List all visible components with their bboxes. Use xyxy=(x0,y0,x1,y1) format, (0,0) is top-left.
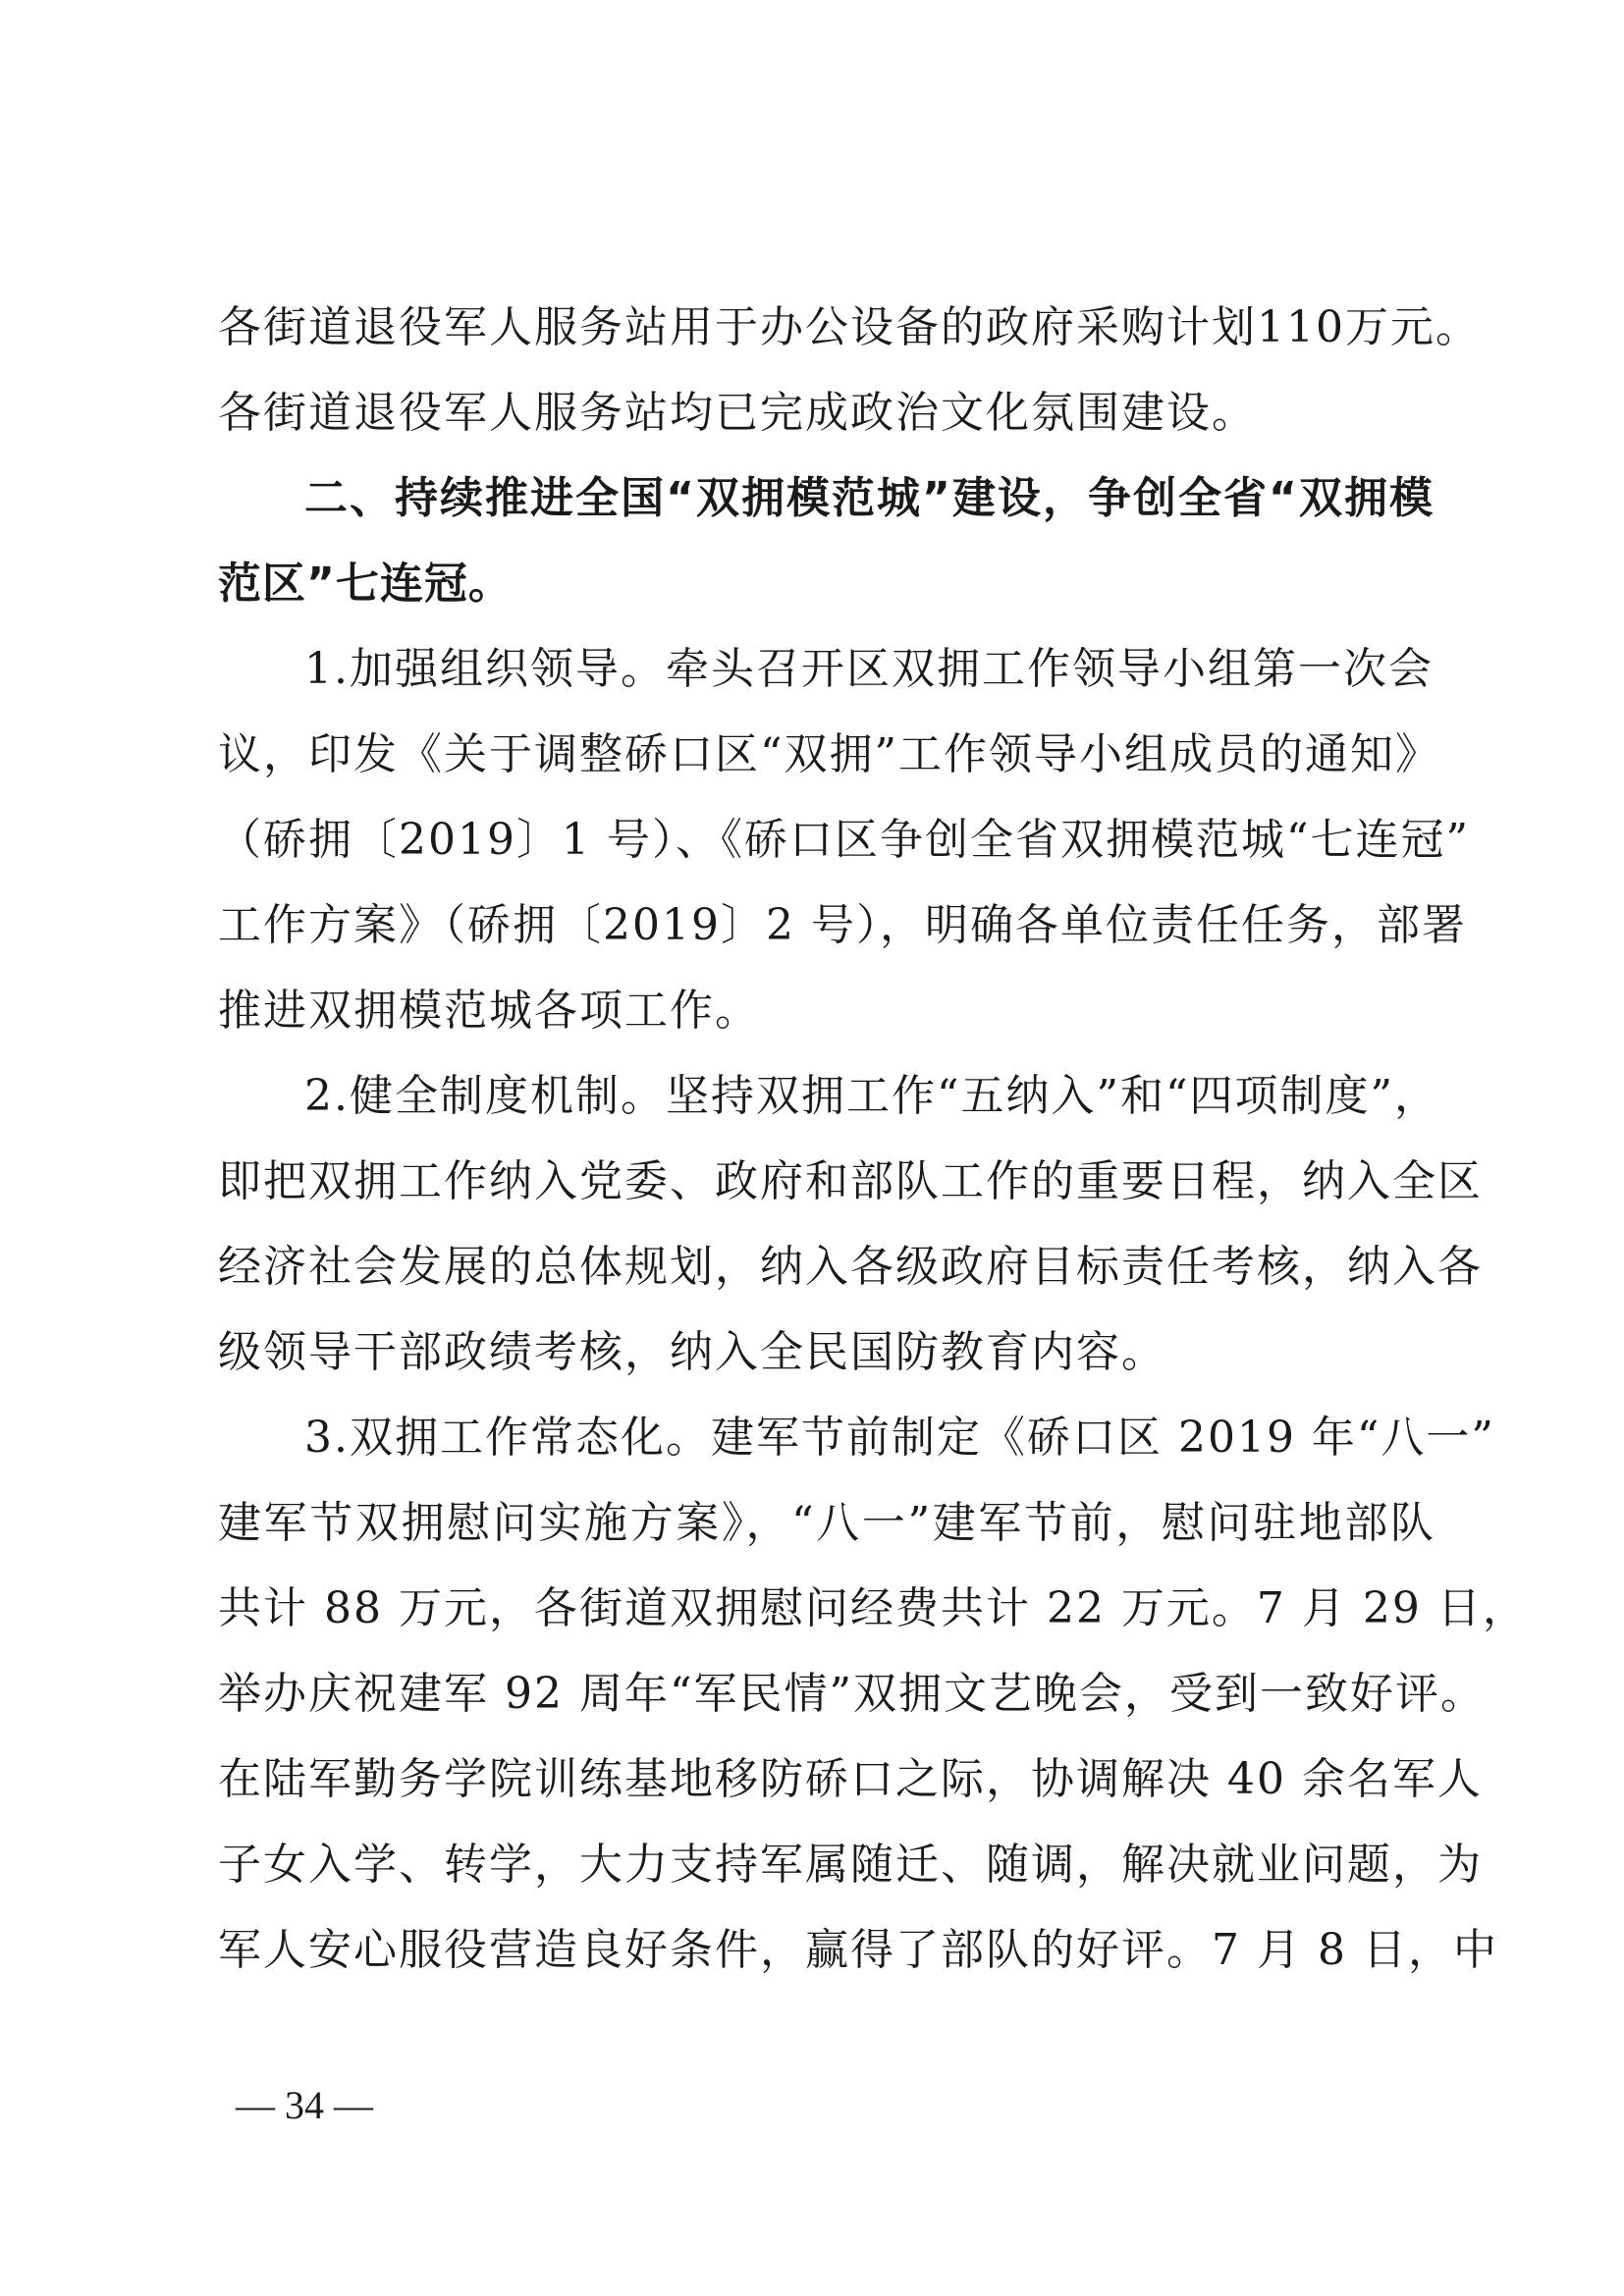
paragraph-line: 各街道退役军人服务站用于办公设备的政府采购计划110万元。 xyxy=(218,302,1481,352)
paragraph-line: 2.健全制度机制。坚持双拥工作“五纳入”和“四项制度”， xyxy=(304,1071,1439,1121)
paragraph-line: 共计 88 万元，各街道双拥慰问经费共计 22 万元。7 月 29 日， xyxy=(218,1583,1528,1633)
section-heading-line: 二、持续推进全国“双拥模范城”建设，争创全省“双拥模 xyxy=(304,473,1434,523)
paragraph-line: 各街道退役军人服务站均已完成政治文化氛围建设。 xyxy=(218,388,1257,438)
paragraph-line: 推进双拥模范城各项工作。 xyxy=(218,986,760,1036)
paragraph-line: 1.加强组织领导。牵头召开区双拥工作领导小组第一次会 xyxy=(304,644,1434,694)
paragraph-line: 在陆军勤务学院训练基地移防硚口之际，协调解决 40 余名军人 xyxy=(218,1754,1483,1804)
paragraph-line: 经济社会发展的总体规划，纳入各级政府目标责任考核，纳入各 xyxy=(218,1242,1483,1292)
paragraph-line: 军人安心服役营造良好条件，赢得了部队的好评。7 月 8 日，中 xyxy=(218,1925,1498,1975)
paragraph-line: 工作方案》（硚拥〔2019〕2 号），明确各单位责任任务，部署 xyxy=(218,900,1467,950)
paragraph-line: 级领导干部政绩考核，纳入全民国防教育内容。 xyxy=(218,1327,1166,1377)
paragraph-line: 3.双拥工作常态化。建军节前制定《硚口区 2019 年“八一” xyxy=(304,1413,1495,1463)
paragraph-line: 子女入学、转学，大力支持军属随迁、随调，解决就业问题，为 xyxy=(218,1840,1483,1890)
page-number: — 34 — xyxy=(236,2083,373,2127)
paragraph-line: 即把双拥工作纳入党委、政府和部队工作的重要日程，纳入全区 xyxy=(218,1156,1483,1206)
paragraph-line: （硚拥〔2019〕1 号）、《硚口区争创全省双拥模范城“七连冠” xyxy=(218,815,1470,865)
paragraph-line: 议，印发《关于调整硚口区“双拥”工作领导小组成员的通知》 xyxy=(218,729,1440,779)
paragraph-line: 举办庆祝建军 92 周年“军民情”双拥文艺晚会，受到一致好评。 xyxy=(218,1669,1486,1719)
paragraph-line: 建军节双拥慰问实施方案》，“八一”建军节前，慰问驻地部队 xyxy=(218,1498,1435,1548)
section-heading-line: 范区”七连冠。 xyxy=(218,559,513,609)
